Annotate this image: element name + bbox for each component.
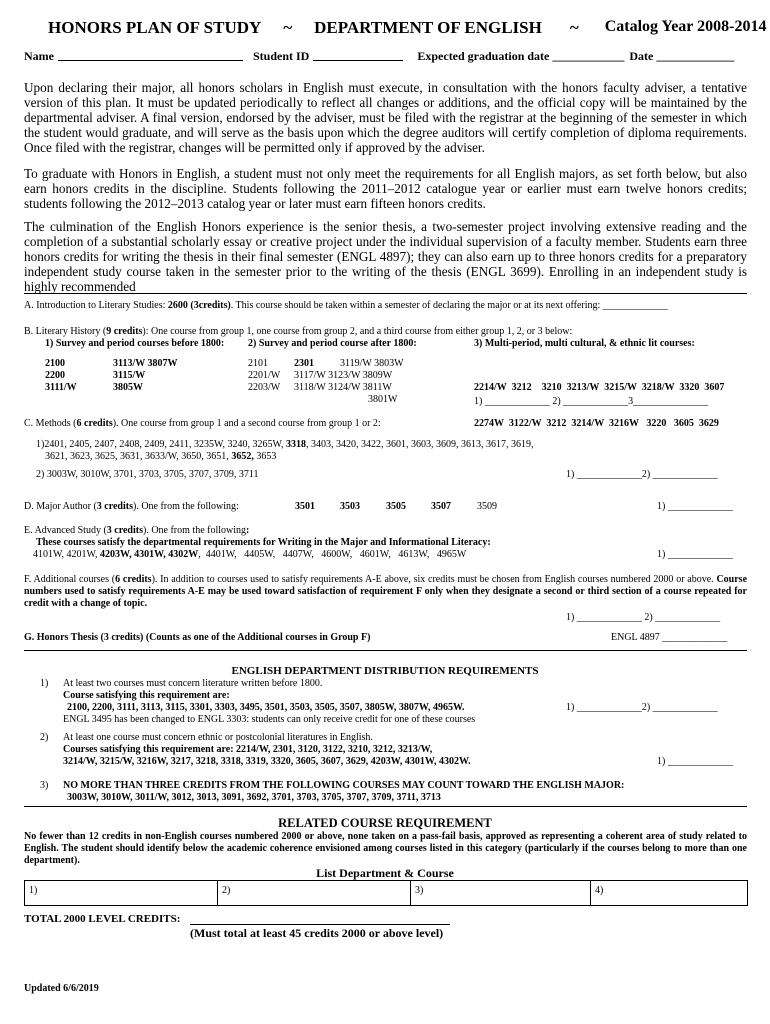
section-b-title: Literary History ( (35, 326, 107, 337)
requirement-note: ENGL 3495 has been changed to ENGL 3303: students can only receive credit for one of these courses (63, 714, 476, 725)
name-field[interactable] (58, 49, 243, 61)
course-item: 3503 (340, 501, 360, 512)
section-a-course: 2600 (3credits) (167, 300, 231, 311)
section-e (24, 525, 249, 537)
course-list: 2100, 2200, 3111, 3113, 3115, 3301, 3303, 3495, 3501, 3503, 3505, 3507, 3805W, 3807W, 4965W. (67, 702, 465, 713)
course-list: 3653 (253, 451, 277, 462)
section-e-instructions: ). One from the following (142, 525, 247, 536)
catalog-year: Catalog Year 2008-2014 (604, 18, 767, 35)
page-title-row (48, 18, 767, 38)
honors-paragraph: To graduate with Honors in English, a student must not only meet the requirements for all English majors, as set forth below, but also earn honors credits in the discipline. Students following the 2011–2012 catalogue year or earlier must earn twelve honors credits; students following the 2012–2013 catalog year or later must earn fifteen honors credits. (24, 166, 747, 211)
course-list: 4101W, 4201W, (33, 549, 101, 560)
divider (24, 650, 747, 651)
methods-group-2: 2) 3003W, 3010W, 3701, 3703, 3705, 3707, 3709, 3711 (36, 469, 259, 480)
section-d-credits: 3 credits (96, 501, 133, 512)
section-e-credits: 3 credits (106, 525, 143, 536)
course-list: , 4401W, 4405W, 4407W, 4600W, 4601W, 4613W, 4965W (198, 549, 467, 560)
course-list: 1)2401, 2405, 2407, 2408, 2409, 2411, 3235W, 3240, 3265W, (36, 439, 286, 450)
course-item: 3509 (477, 501, 497, 512)
date-field[interactable]: Date _____________ (629, 49, 735, 63)
course-item: 3118/W 3124/W 3811W (294, 382, 392, 393)
course-item: 2201/W (248, 370, 281, 381)
section-e-colon: : (246, 525, 250, 536)
section-f (24, 574, 747, 610)
section-g: G. Honors Thesis (3 credits) (Counts as one of the Additional courses in Group F) (24, 632, 371, 643)
requirement-1 (63, 678, 563, 726)
section-e-courses (33, 549, 466, 561)
course-item: 3507 (431, 501, 451, 512)
section-f-instructions: ). In addition to courses used to satisfy requirements A-E above, six credits must be chosen from English courses numbered 2000 or above. (151, 574, 717, 585)
methods-blanks[interactable]: 1) _____________2) _____________ (566, 469, 718, 480)
course-item: 2301 (294, 358, 314, 369)
course-list: 4203W, 4301W, 4302W (100, 549, 199, 560)
methods-group-1 (36, 439, 596, 463)
course-item: 3652, (231, 451, 254, 462)
course-item: 3505 (386, 501, 406, 512)
intro-paragraph: Upon declaring their major, all honors scholars in English must execute, in consultation with the honors faculty adviser, a tentative version of this plan. It must be updated periodically to reflect all changes or additions, and the official copy will be maintained by the departmental adviser. A final version, endorsed by the adviser, must be filed with the registrar at the beginning of the semester in which the student would graduate, and will serve as the basis upon which the degree auditors will certify completion of diploma requirements. Once filed with the registrar, changes will be permitted only if approved by the adviser. (24, 80, 747, 155)
course-item: 3805W (113, 382, 143, 393)
related-text: No fewer than 12 credits in non-English courses numbered 2000 or above, none taken on a pass-fail basis, approved as representing a coherent area of study related to English. The student should identify below the academic coherence envisioned among courses listed in this category (particularly if the courses belong to more than one department). (24, 831, 747, 866)
section-f-title: Additional courses ( (33, 574, 116, 585)
section-b-letter: B. (24, 326, 34, 337)
section-b-instructions: ): One course from group 1, one course from group 2, and a third course from either group 1, 2, or 3 below: (142, 326, 573, 337)
section-c-credits: 6 credits (76, 418, 113, 429)
requirement-subheading: Courses satisfying this requirement are: 2214/W, 2301, 3120, 3122, 3210, 3212, 3213/W, (63, 744, 433, 755)
section-a (24, 300, 747, 312)
graduation-date-field[interactable]: Expected graduation date ____________ (417, 49, 625, 63)
title-separator: ~ (283, 18, 293, 37)
section-b-credits: 9 credits (106, 326, 143, 337)
group-3-blanks[interactable]: 1) _____________ 2) _____________3_______________ (474, 396, 709, 407)
course-item: 2200 (45, 370, 65, 381)
requirement-number: 2) (40, 732, 49, 743)
course-item: 3115/W (113, 370, 146, 381)
course-item: 3318 (286, 439, 306, 450)
total-credits-label: TOTAL 2000 LEVEL CREDITS: (24, 913, 181, 925)
section-a-title: Introduction to Literary Studies: (36, 300, 166, 311)
updated-date: Updated 6/6/2019 (24, 983, 99, 994)
student-id-field[interactable] (313, 49, 403, 61)
requirement-text: At least two courses must concern literature written before 1800. (63, 678, 323, 689)
section-e-note: These courses satisfy the departmental requirements for Writing in the Major and Informational Literacy: (36, 537, 491, 548)
title-separator: ~ (569, 18, 579, 37)
course-item: 3113/W 3807W (113, 358, 178, 369)
requirement-number: 1) (40, 678, 49, 689)
section-c-instructions: ). One course from group 1 and a second course from group 1 or 2: (112, 418, 381, 429)
section-f-letter: F. (24, 574, 32, 585)
group-1-courses (45, 358, 178, 394)
related-heading: RELATED COURSE REQUIREMENT (278, 816, 492, 830)
group-1-heading: 1) Survey and period courses before 1800: (45, 338, 225, 349)
related-course-cell[interactable]: 1) (25, 881, 218, 905)
section-e-title: Advanced Study ( (34, 525, 107, 536)
related-course-cell[interactable]: 3) (411, 881, 591, 905)
section-c-title: Methods ( (35, 418, 77, 429)
course-item: 3501 (295, 501, 315, 512)
course-list: , 3403, 3420, 3422, 3601, 3603, 3609, 3613, 3617, 3619, (306, 439, 534, 450)
section-d-instructions: ). One from the following: (132, 501, 239, 512)
section-f-blanks[interactable]: 1) _____________ 2) _____________ (566, 612, 721, 623)
section-c (24, 418, 747, 430)
course-list: 2214/W 3212 3210 3213/W 3215/W 3218/W 3320 3607 (474, 382, 725, 393)
student-id-label: Student ID (253, 49, 310, 63)
distribution-heading: ENGLISH DEPARTMENT DISTRIBUTION REQUIREMENTS (231, 665, 539, 677)
section-d (24, 501, 239, 513)
section-b (24, 326, 747, 338)
course-item: 2203/W (248, 382, 281, 393)
requirement-text: NO MORE THAN THREE CREDITS FROM THE FOLLOWING COURSES MAY COUNT TOWARD THE ENGLISH MAJOR: (63, 780, 625, 791)
group-3-heading: 3) Multi-period, multi cultural, & ethnic lit courses: (474, 338, 695, 349)
section-c-letter: C. (24, 418, 34, 429)
list-heading: List Department & Course (316, 866, 454, 880)
group-2-courses (248, 358, 404, 406)
section-f-credits: 6 credits (115, 574, 152, 585)
total-credits-note: (Must total at least 45 credits 2000 or above level) (190, 926, 444, 940)
page-title: HONORS PLAN OF STUDY (48, 18, 262, 37)
divider (24, 806, 747, 807)
related-course-cell[interactable]: 2) (218, 881, 411, 905)
student-info-row (24, 49, 734, 64)
course-item: 2100 (45, 358, 65, 369)
name-label: Name (24, 49, 54, 63)
divider (24, 293, 747, 294)
requirement-2-blank[interactable]: 1) _____________ (657, 756, 733, 767)
related-course-table (24, 880, 748, 906)
related-course-cell[interactable]: 4) (595, 885, 604, 896)
course-list: 3214/W, 3215/W, 3216W, 3217, 3218, 3318, 3319, 3320, 3605, 3607, 3629, 4203W, 4301W, 4302W. (63, 756, 471, 767)
section-f-note: Course numbers used to satisfy requirements A-E may be used toward satisfaction of requirement F only when they designate a second or third section of a course repeated for credit with a change of topic. (24, 574, 748, 609)
section-e-letter: E. (24, 525, 33, 536)
section-a-letter: A. (24, 300, 34, 311)
section-a-note[interactable]: . This course should be taken within a semester of declaring the major or at its next offering: _____________ (230, 300, 668, 311)
course-item: 2101 (248, 358, 268, 369)
requirement-text: At least one course must concern ethnic or postcolonial literatures in English. (63, 732, 373, 743)
group-2-heading: 2) Survey and period course after 1800: (248, 338, 417, 349)
course-item: 3119/W 3803W (340, 358, 404, 369)
section-d-letter: D. (24, 501, 34, 512)
total-credits-field[interactable] (190, 924, 450, 925)
requirement-2 (63, 732, 623, 768)
section-e-blank[interactable]: 1) _____________ (657, 549, 733, 560)
course-list: 2274W 3122/W 3212 3214/W 3216W 3220 3605 3629 (474, 418, 719, 429)
section-g-blank[interactable]: ENGL 4897 _____________ (611, 632, 728, 643)
requirement-subheading: Course satisfying this requirement are: (63, 690, 230, 701)
thesis-paragraph: The culmination of the English Honors experience is the senior thesis, a two-semester project involving extensive reading and the completion of a substantial scholarly essay or creative project under the individual supervision of a faculty member. Students earn three honors credits for writing the thesis in their final semester (ENGL 4897); they can also earn up to three honors credits for a preparatory independent study course taken in the semester prior to the writing of the thesis (ENGL 3699). Enrolling in an independent study is highly recommended (24, 219, 747, 294)
department-title: DEPARTMENT OF ENGLISH (314, 18, 542, 37)
section-d-blank[interactable]: 1) _____________ (657, 501, 733, 512)
requirement-number: 3) (40, 780, 49, 791)
requirement-1-blanks[interactable]: 1) _____________2) _____________ (566, 702, 718, 713)
course-item: 3117/W 3123/W 3809W (294, 370, 393, 381)
course-item: 3801W (368, 394, 398, 405)
course-list: 3003W, 3010W, 3011/W, 3012, 3013, 3091, 3692, 3701, 3703, 3705, 3707, 3709, 3711, 3713 (67, 792, 441, 803)
course-item: 3111/W (45, 382, 77, 393)
requirement-3 (63, 780, 743, 804)
course-list: 3621, 3623, 3625, 3631, 3633/W, 3650, 3651, (45, 451, 232, 462)
section-d-title: Major Author ( (36, 501, 97, 512)
